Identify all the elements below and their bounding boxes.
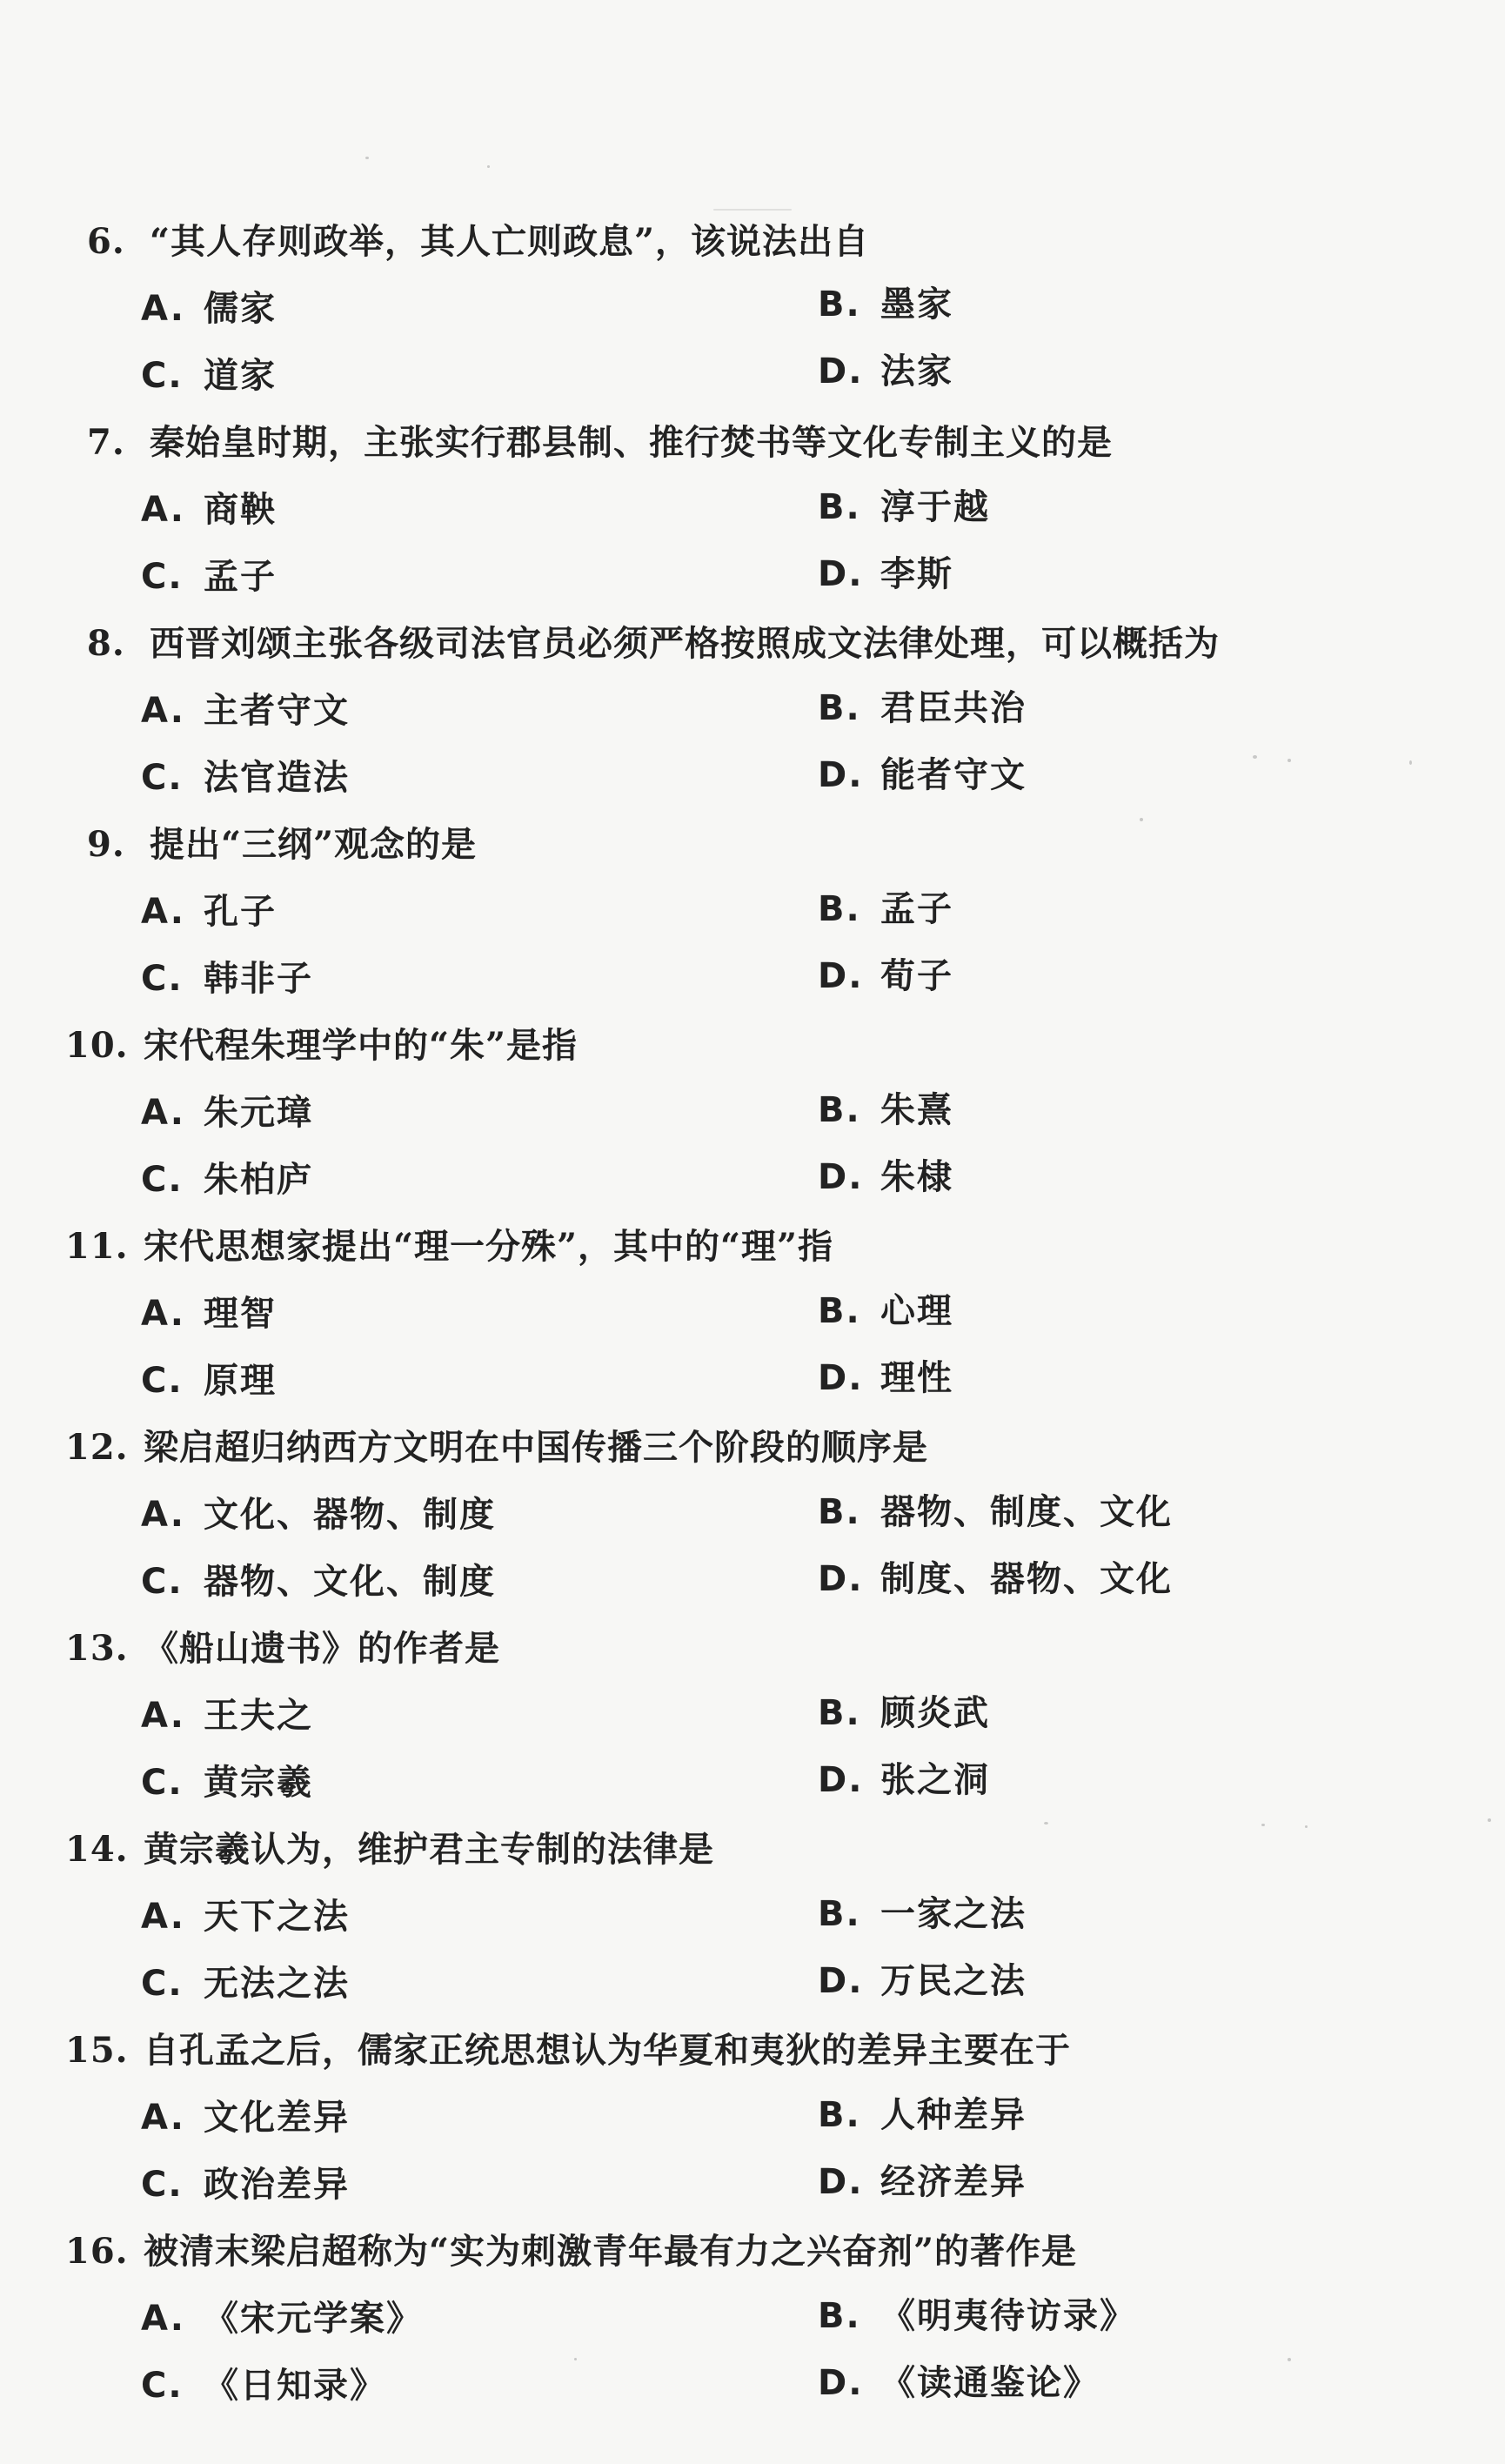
question-number: 14.	[65, 1829, 129, 1870]
option-c[interactable]	[141, 1155, 313, 1204]
option-label: C.	[141, 2366, 184, 2406]
option-text: 淳于越	[880, 486, 990, 527]
option-label: A.	[141, 2098, 185, 2138]
option-label: D.	[818, 1760, 864, 1800]
option-text: 李斯	[880, 553, 953, 594]
option-text: 朱熹	[880, 1089, 953, 1130]
option-label: B.	[818, 688, 861, 728]
option-text: 万民之法	[880, 1960, 1027, 2001]
option-c[interactable]	[141, 1557, 496, 1606]
option-label: C.	[141, 1763, 184, 1803]
option-text: 经济差异	[880, 2161, 1027, 2202]
option-text: 张之洞	[880, 1759, 990, 1800]
option-label: C.	[141, 758, 184, 798]
option-label: C.	[141, 1160, 184, 1200]
question-number: 12.	[65, 1427, 129, 1468]
scan-speck	[713, 209, 792, 211]
option-b[interactable]	[818, 1086, 953, 1135]
option-text: 王夫之	[204, 1695, 313, 1736]
option-a[interactable]	[141, 1088, 313, 1137]
option-label: D.	[818, 956, 864, 996]
option-text: 主者守文	[204, 690, 350, 731]
option-text: 心理	[880, 1290, 953, 1331]
option-text: 朱棣	[880, 1156, 953, 1197]
option-text: 儒家	[204, 288, 277, 329]
option-label: A.	[141, 1294, 185, 1334]
question-stem	[65, 1423, 928, 1472]
question-text: 被清末梁启超称为“实为刺激青年最有力之兴奋剂”的著作是	[144, 2231, 1078, 2272]
option-c[interactable]	[141, 753, 350, 802]
option-label: D.	[818, 755, 864, 795]
option-label: A.	[141, 289, 185, 329]
question-text: 秦始皇时期，主张实行郡县制、推行焚书等文化专制主义的是	[150, 422, 1113, 463]
scan-speck	[574, 2358, 577, 2360]
option-text: 文化、器物、制度	[204, 1494, 496, 1535]
option-text: 原理	[204, 1360, 277, 1401]
option-text: 器物、制度、文化	[880, 1491, 1173, 1532]
option-label: B.	[818, 1693, 861, 1733]
option-text: 商鞅	[204, 489, 277, 530]
option-d[interactable]	[818, 347, 953, 396]
option-label: B.	[818, 1894, 861, 1934]
option-text: 文化差异	[204, 2097, 350, 2138]
scan-speck	[1288, 759, 1291, 762]
question-stem	[65, 1222, 833, 1271]
option-d[interactable]	[818, 1354, 953, 1403]
option-d[interactable]	[818, 1555, 1173, 1604]
option-text: 君臣共治	[880, 687, 1027, 728]
option-label: D.	[818, 2162, 864, 2202]
option-c[interactable]	[141, 954, 313, 1003]
question-stem	[87, 218, 869, 266]
option-label: C.	[141, 959, 184, 999]
option-label: A.	[141, 1696, 185, 1736]
option-label: A.	[141, 1897, 185, 1937]
question-stem	[87, 820, 477, 869]
question-text: 黄宗羲认为，维护君主专制的法律是	[144, 1829, 714, 1870]
option-b[interactable]	[818, 1890, 1027, 1938]
question-stem	[65, 1021, 578, 1070]
option-label: A.	[141, 691, 185, 731]
option-label: B.	[818, 285, 861, 325]
scan-speck	[1261, 1824, 1265, 1826]
option-label: C.	[141, 1361, 184, 1401]
scan-speck	[365, 157, 369, 159]
option-text: 朱柏庐	[204, 1159, 313, 1200]
option-d[interactable]	[818, 550, 953, 599]
option-text: 《宋元学案》	[204, 2298, 423, 2339]
option-text: 器物、文化、制度	[204, 1561, 496, 1602]
question-stem	[65, 1624, 500, 1673]
question-number: 15.	[65, 2030, 129, 2071]
question-stem	[65, 2026, 1071, 2075]
option-d[interactable]	[818, 1756, 990, 1804]
option-text: 顾炎武	[880, 1692, 990, 1733]
option-c[interactable]	[141, 2160, 350, 2209]
option-text: 无法之法	[204, 1963, 350, 2004]
scan-speck	[1044, 1822, 1048, 1825]
option-label: C.	[141, 557, 184, 597]
option-text: 荀子	[880, 955, 953, 996]
question-number: 16.	[65, 2231, 129, 2272]
option-text: 能者守文	[880, 754, 1027, 795]
option-text: 一家之法	[880, 1893, 1027, 1934]
scan-speck	[1409, 760, 1412, 765]
option-label: B.	[818, 1492, 861, 1532]
question-number: 7.	[87, 422, 125, 463]
option-text: 道家	[204, 355, 277, 396]
option-text: 制度、器物、文化	[880, 1558, 1173, 1599]
scan-speck	[487, 165, 490, 168]
option-label: B.	[818, 2296, 861, 2336]
option-text: 孟子	[204, 556, 277, 597]
question-stem	[65, 2227, 1077, 2276]
option-label: C.	[141, 356, 184, 396]
question-number: 6.	[87, 221, 125, 262]
option-text: 天下之法	[204, 1896, 350, 1937]
option-label: C.	[141, 2165, 184, 2205]
option-b[interactable]	[818, 483, 990, 532]
option-text: 孟子	[880, 888, 953, 929]
option-label: A.	[141, 1093, 185, 1133]
option-label: C.	[141, 1562, 184, 1602]
question-text: 西晋刘颂主张各级司法官员必须严格按照成文法律处理，可以概括为	[150, 623, 1220, 664]
option-d[interactable]	[818, 1957, 1027, 2005]
option-label: A.	[141, 1495, 185, 1535]
scan-speck	[1140, 818, 1143, 821]
question-text: 宋代思想家提出“理一分殊”，其中的“理”指	[144, 1226, 834, 1267]
option-label: B.	[818, 1291, 861, 1331]
question-stem	[87, 619, 1220, 668]
scan-speck	[1288, 2358, 1291, 2361]
option-a[interactable]	[141, 1691, 313, 1740]
option-b[interactable]	[818, 2091, 1027, 2139]
question-text: 梁启超归纳西方文明在中国传播三个阶段的顺序是	[144, 1427, 928, 1468]
option-text: 孔子	[204, 891, 277, 932]
option-d[interactable]	[818, 2359, 1100, 2407]
option-label: D.	[818, 1358, 864, 1398]
scan-speck	[1488, 1818, 1491, 1822]
question-text: 宋代程朱理学中的“朱”是指	[144, 1025, 579, 1066]
question-number: 11.	[65, 1226, 129, 1267]
question-stem	[87, 418, 1113, 467]
option-c[interactable]	[141, 1356, 277, 1405]
question-number: 13.	[65, 1628, 129, 1669]
option-text: 朱元璋	[204, 1092, 313, 1133]
option-text: 法官造法	[204, 757, 350, 798]
option-a[interactable]	[141, 1289, 277, 1338]
option-a[interactable]	[141, 485, 277, 534]
option-label: D.	[818, 554, 864, 594]
option-d[interactable]	[818, 1153, 953, 1202]
question-text: 自孔孟之后，儒家正统思想认为华夏和夷狄的差异主要在于	[144, 2030, 1071, 2071]
option-label: D.	[818, 352, 864, 392]
question-number: 9.	[87, 824, 125, 865]
option-d[interactable]	[818, 2158, 1027, 2206]
option-label: D.	[818, 2363, 864, 2403]
option-a[interactable]	[141, 2294, 423, 2343]
option-a[interactable]	[141, 686, 350, 735]
option-text: 政治差异	[204, 2164, 350, 2205]
option-c[interactable]	[141, 1758, 313, 1807]
question-number: 8.	[87, 623, 125, 664]
option-text: 《读通鉴论》	[880, 2362, 1100, 2403]
option-b[interactable]	[818, 885, 953, 934]
question-text: “其人存则政举，其人亡则政息”，该说法出自	[150, 221, 870, 262]
option-d[interactable]	[818, 952, 953, 1001]
question-text: 提出“三纲”观念的是	[150, 824, 478, 865]
option-label: B.	[818, 487, 861, 527]
option-label: C.	[141, 1964, 184, 2004]
scan-speck	[1305, 1825, 1308, 1828]
option-b[interactable]	[818, 280, 953, 329]
option-c[interactable]	[141, 2361, 386, 2410]
option-c[interactable]	[141, 352, 277, 400]
option-text: 法家	[880, 351, 953, 392]
option-label: D.	[818, 1559, 864, 1599]
option-a[interactable]	[141, 1892, 350, 1941]
option-d[interactable]	[818, 751, 1027, 800]
option-text: 理性	[880, 1357, 953, 1398]
option-label: D.	[818, 1157, 864, 1197]
option-b[interactable]	[818, 1287, 953, 1336]
question-text: 《船山遗书》的作者是	[144, 1628, 500, 1669]
option-a[interactable]	[141, 887, 277, 936]
option-a[interactable]	[141, 2093, 350, 2142]
option-text: 韩非子	[204, 958, 313, 999]
option-c[interactable]	[141, 1959, 350, 2008]
option-label: A.	[141, 892, 185, 932]
option-a[interactable]	[141, 1490, 496, 1539]
option-label: A.	[141, 490, 185, 530]
option-b[interactable]	[818, 684, 1027, 733]
option-text: 《明夷待访录》	[880, 2295, 1136, 2336]
option-label: B.	[818, 889, 861, 929]
question-stem	[65, 1825, 714, 1874]
option-text: 黄宗羲	[204, 1762, 313, 1803]
option-c[interactable]	[141, 552, 277, 601]
option-a[interactable]	[141, 285, 277, 333]
option-label: D.	[818, 1961, 864, 2001]
option-b[interactable]	[818, 2292, 1136, 2340]
scan-speck	[1253, 755, 1257, 759]
option-label: B.	[818, 1090, 861, 1130]
option-text: 理智	[204, 1293, 277, 1334]
option-b[interactable]	[818, 1689, 990, 1738]
option-text: 《日知录》	[204, 2365, 386, 2406]
option-b[interactable]	[818, 1488, 1173, 1537]
option-text: 人种差异	[880, 2094, 1027, 2135]
question-number: 10.	[65, 1025, 129, 1066]
option-text: 墨家	[880, 284, 953, 325]
option-label: A.	[141, 2299, 185, 2339]
option-label: B.	[818, 2095, 861, 2135]
